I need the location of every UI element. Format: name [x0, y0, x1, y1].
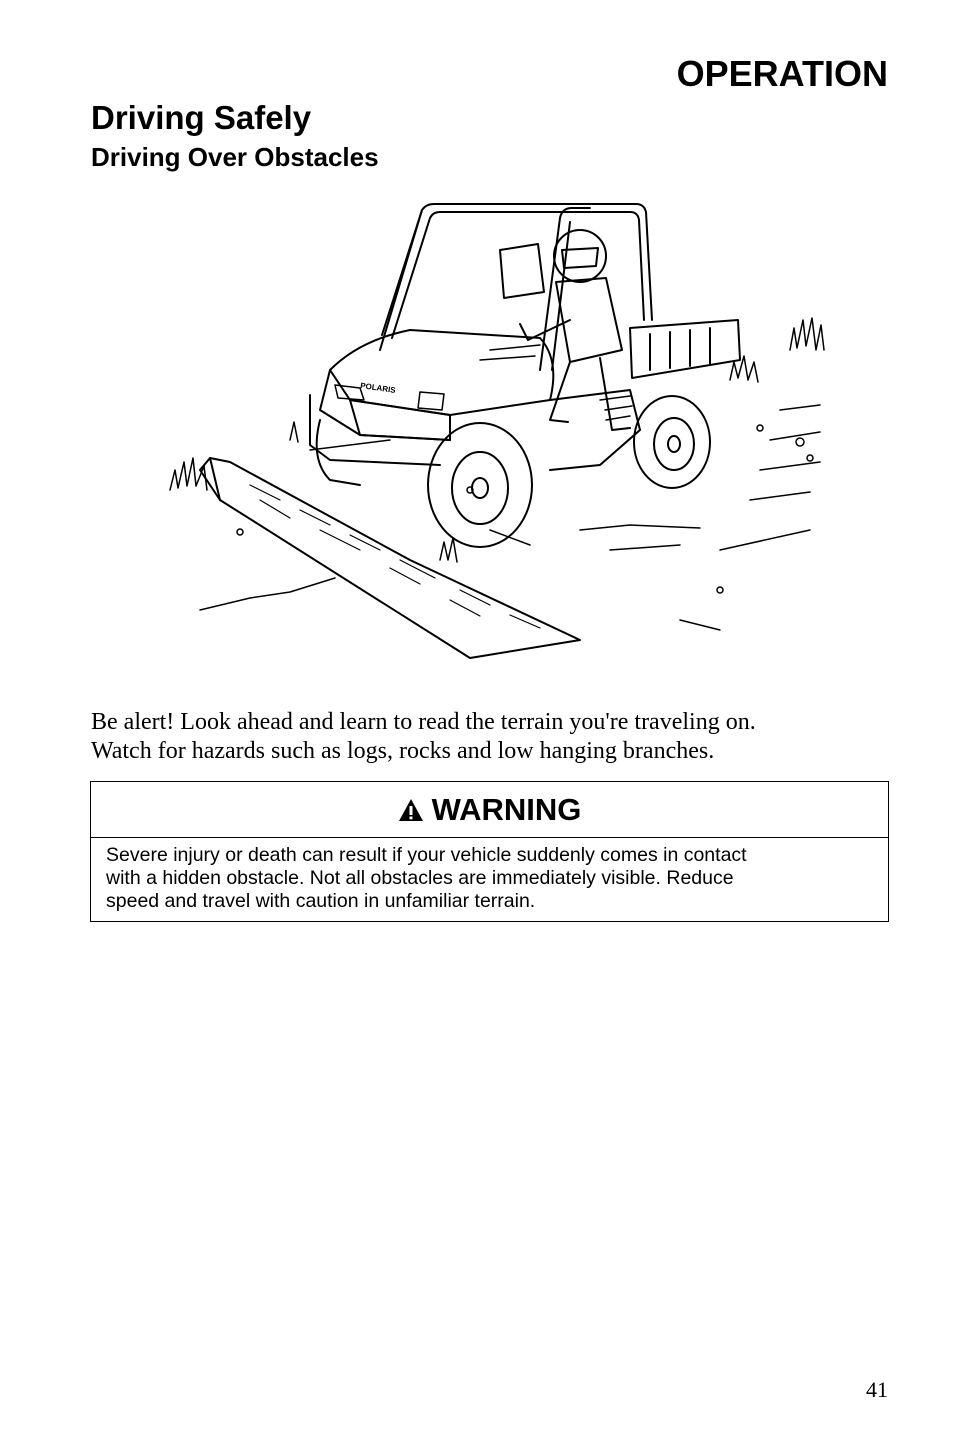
section-header: OPERATION	[676, 53, 888, 94]
rider	[520, 230, 630, 430]
warning-text	[91, 838, 888, 913]
warning-line: with a hidden obstacle. Not all obstacles are immediately visible. Reduce	[106, 867, 734, 889]
fallen-log	[200, 458, 580, 658]
seat-back	[500, 244, 544, 298]
body-line: Be alert! Look ahead and learn to read the terrain you're traveling on.	[91, 709, 756, 735]
vehicle-body	[310, 330, 640, 470]
vehicle-illustration	[160, 200, 830, 670]
roll-cage	[380, 204, 652, 370]
grass-tufts	[170, 318, 824, 562]
front-wheel	[428, 423, 532, 547]
brand-logo: POLARIS	[359, 381, 397, 395]
body-paragraph	[91, 708, 891, 766]
warning-header	[91, 782, 888, 838]
ground-texture	[200, 405, 820, 630]
page-subtitle: Driving Over Obstacles	[91, 142, 379, 172]
cargo-bed	[630, 320, 740, 378]
page-title: Driving Safely	[91, 99, 312, 136]
warning-box	[90, 781, 889, 922]
warning-line: Severe injury or death can result if your vehicle suddenly comes in contact	[106, 844, 747, 866]
front-left-wheel	[317, 420, 360, 485]
rear-wheel	[634, 396, 710, 488]
warning-line: speed and travel with caution in unfamiliar terrain.	[106, 890, 536, 912]
page-number: 41	[866, 1377, 888, 1402]
body-line: Watch for hazards such as logs, rocks and low hanging branches.	[91, 738, 715, 764]
warning-title: WARNING	[431, 791, 582, 827]
warning-triangle-icon	[398, 798, 424, 822]
